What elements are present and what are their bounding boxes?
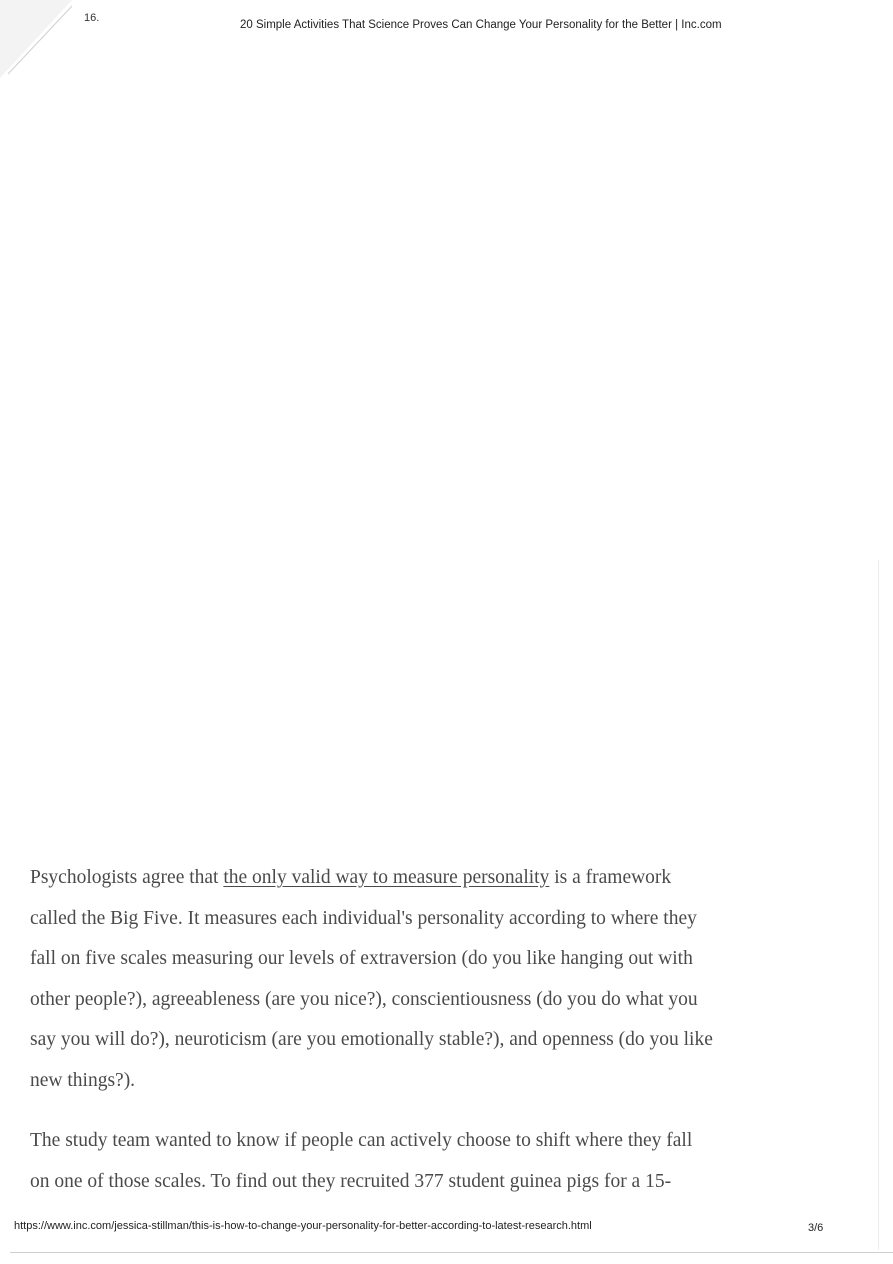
text-line: The study team wanted to know if people can actively choose to shift where they fall bbox=[30, 1130, 693, 1151]
text-fragment: is a framework bbox=[549, 867, 672, 888]
paragraph-study bbox=[30, 1121, 830, 1202]
text-line: on one of those scales. To find out they recruited 377 student guinea pigs for a 15- bbox=[30, 1170, 672, 1192]
text-line: say you will do?), neuroticism (are you emotionally stable?), and openness (do you like bbox=[30, 1029, 713, 1050]
page-title: 20 Simple Activities That Science Proves Can Change Your Personality for the Better | Inc.com bbox=[240, 19, 722, 31]
text-fragment: Psychologists agree that bbox=[30, 867, 224, 888]
text-line: other people?), agreeableness (are you nice?), conscientiousness (do you do what you bbox=[30, 988, 698, 1010]
page-number: 3/6 bbox=[808, 1222, 824, 1234]
article-body bbox=[30, 858, 830, 1222]
page-corner-fold bbox=[0, 0, 80, 80]
measure-personality-link[interactable]: the only valid way to measure personality bbox=[223, 867, 550, 888]
print-date: 16. bbox=[84, 12, 100, 24]
text-line: fall on five scales measuring our levels of extraversion (do you like hanging out with bbox=[30, 948, 693, 969]
text-line: called the Big Five. It measures each individual's personality according to where they bbox=[30, 907, 697, 929]
footer-url: https://www.inc.com/jessica-stillman/this-is-how-to-change-your-personality-for-better-according-to-latest-research.html bbox=[14, 1220, 592, 1232]
page-edge-right bbox=[878, 560, 879, 1250]
text-line: new things?). bbox=[30, 1069, 136, 1091]
page-edge-bottom bbox=[10, 1252, 893, 1253]
paragraph-big-five bbox=[30, 858, 830, 1101]
text-line bbox=[30, 858, 830, 899]
